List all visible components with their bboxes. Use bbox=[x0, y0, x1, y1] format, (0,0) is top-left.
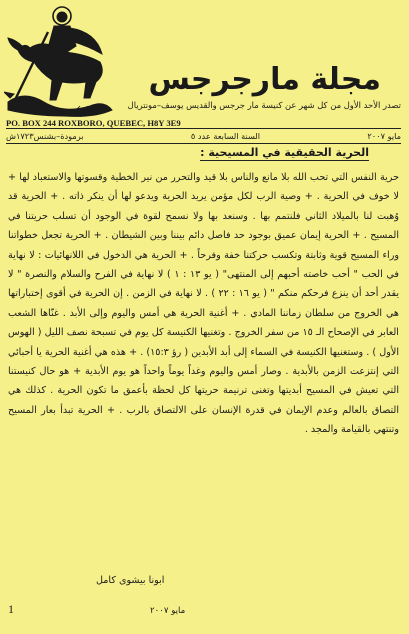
article-text: حرية النفس التي تحب الله بلا مانع والناس بلا قيد والتحرر من نير الخطية وقسوتها والاستعباد لها + لا خوف في الحرية . + وصية الرب لكل مؤمن يريد الحرية ويدعو لها أن ينكر ذاته . + الحرية قد وُهبت لنا بالميلاد الثاني فلنتمم بها . وسنعد بها ولا نسمح لقوة في الوجود أن تسلب حريتنا في المسيح . + الحرية إيمان عميق بوجود حد فاصل دائم بيننا وبين الشيطان . + الحرية تجعل خطواتنا وراء المسيح قوية وثابتة وتكسب حركتنا خفة وفرحاً . + الحرية هي الدخول في اللانهائيات : لا نهاية في الحب " أحب خاصته أحبهم إلى المنتهى" ( يو ١٣ : ١ ) لا نهاية في الفرح والسلام والنصرة " لا يقدر أحد أن ينزع فرحكم منكم " ( يو ١٦ : ٢٢ ) . لا نهاية في الزمن . إن الحرية في أقوى إختباراتها هي الخروج من سلطان زماننا المادي . + أغنية الحرية هي أمس واليوم وإلى الأبد . غنّاها الشعب العابر في الإصحاح الـ ١٥ من سفر الخروج . وتغنيها الكنيسة كل يوم في تسبحة نصف الليل ( الهوس الأول ) . وستغنيها الكنيسة في السماء إلى أبد الأبدين ( رؤ ١٥:٣) . + هذه هي أغنية الحرية يا أحبائي التي إنتزعت الزمن بالأبدية . وصار أمس واليوم وغداً يوماً واحداً هو يوم الأبدية + هو حال كنيستنا التي تعيش في المسيح أبديتها وتغنى ترنيمة حريتها كل لحظة بأعمق ما تكون الحرية . كذلك هي التصاق بالعالم وعدم الإيمان في قدرة الإنسان على الالتصاق بالرب . + الحرية تبدأ بعار المسيح وتنتهي بالقيامة والمجد . bbox=[8, 172, 399, 436]
magazine-title: مجلة مارجرجس bbox=[148, 62, 381, 97]
article-author: ابونا بيشوى كامل bbox=[96, 575, 165, 586]
postal-address: PO. BOX 244 ROXBORO, QUEBEC, H8Y 3E9 bbox=[6, 118, 181, 128]
issue-date: مايو ۲۰۰۷ bbox=[367, 131, 401, 141]
saint-george-slaying-dragon-icon bbox=[4, 2, 114, 118]
article-body bbox=[8, 168, 399, 440]
page-number: 1 bbox=[8, 602, 14, 616]
footer-date: مايو ۲۰۰۷ bbox=[150, 606, 186, 616]
coptic-date: برمودة–بشنس١٧٢٣ش bbox=[6, 131, 84, 141]
issue-volume: السنة السابعة عدد ٥ bbox=[190, 131, 261, 141]
issue-info-bar bbox=[6, 128, 401, 144]
magazine-subtitle: تصدر الأحد الأول من كل شهر عن كنيسة مار جرجس والقديس يوسف–مونتريال bbox=[127, 100, 401, 110]
article-title: الحرية الحقيقية في المسيحية : bbox=[200, 146, 369, 159]
